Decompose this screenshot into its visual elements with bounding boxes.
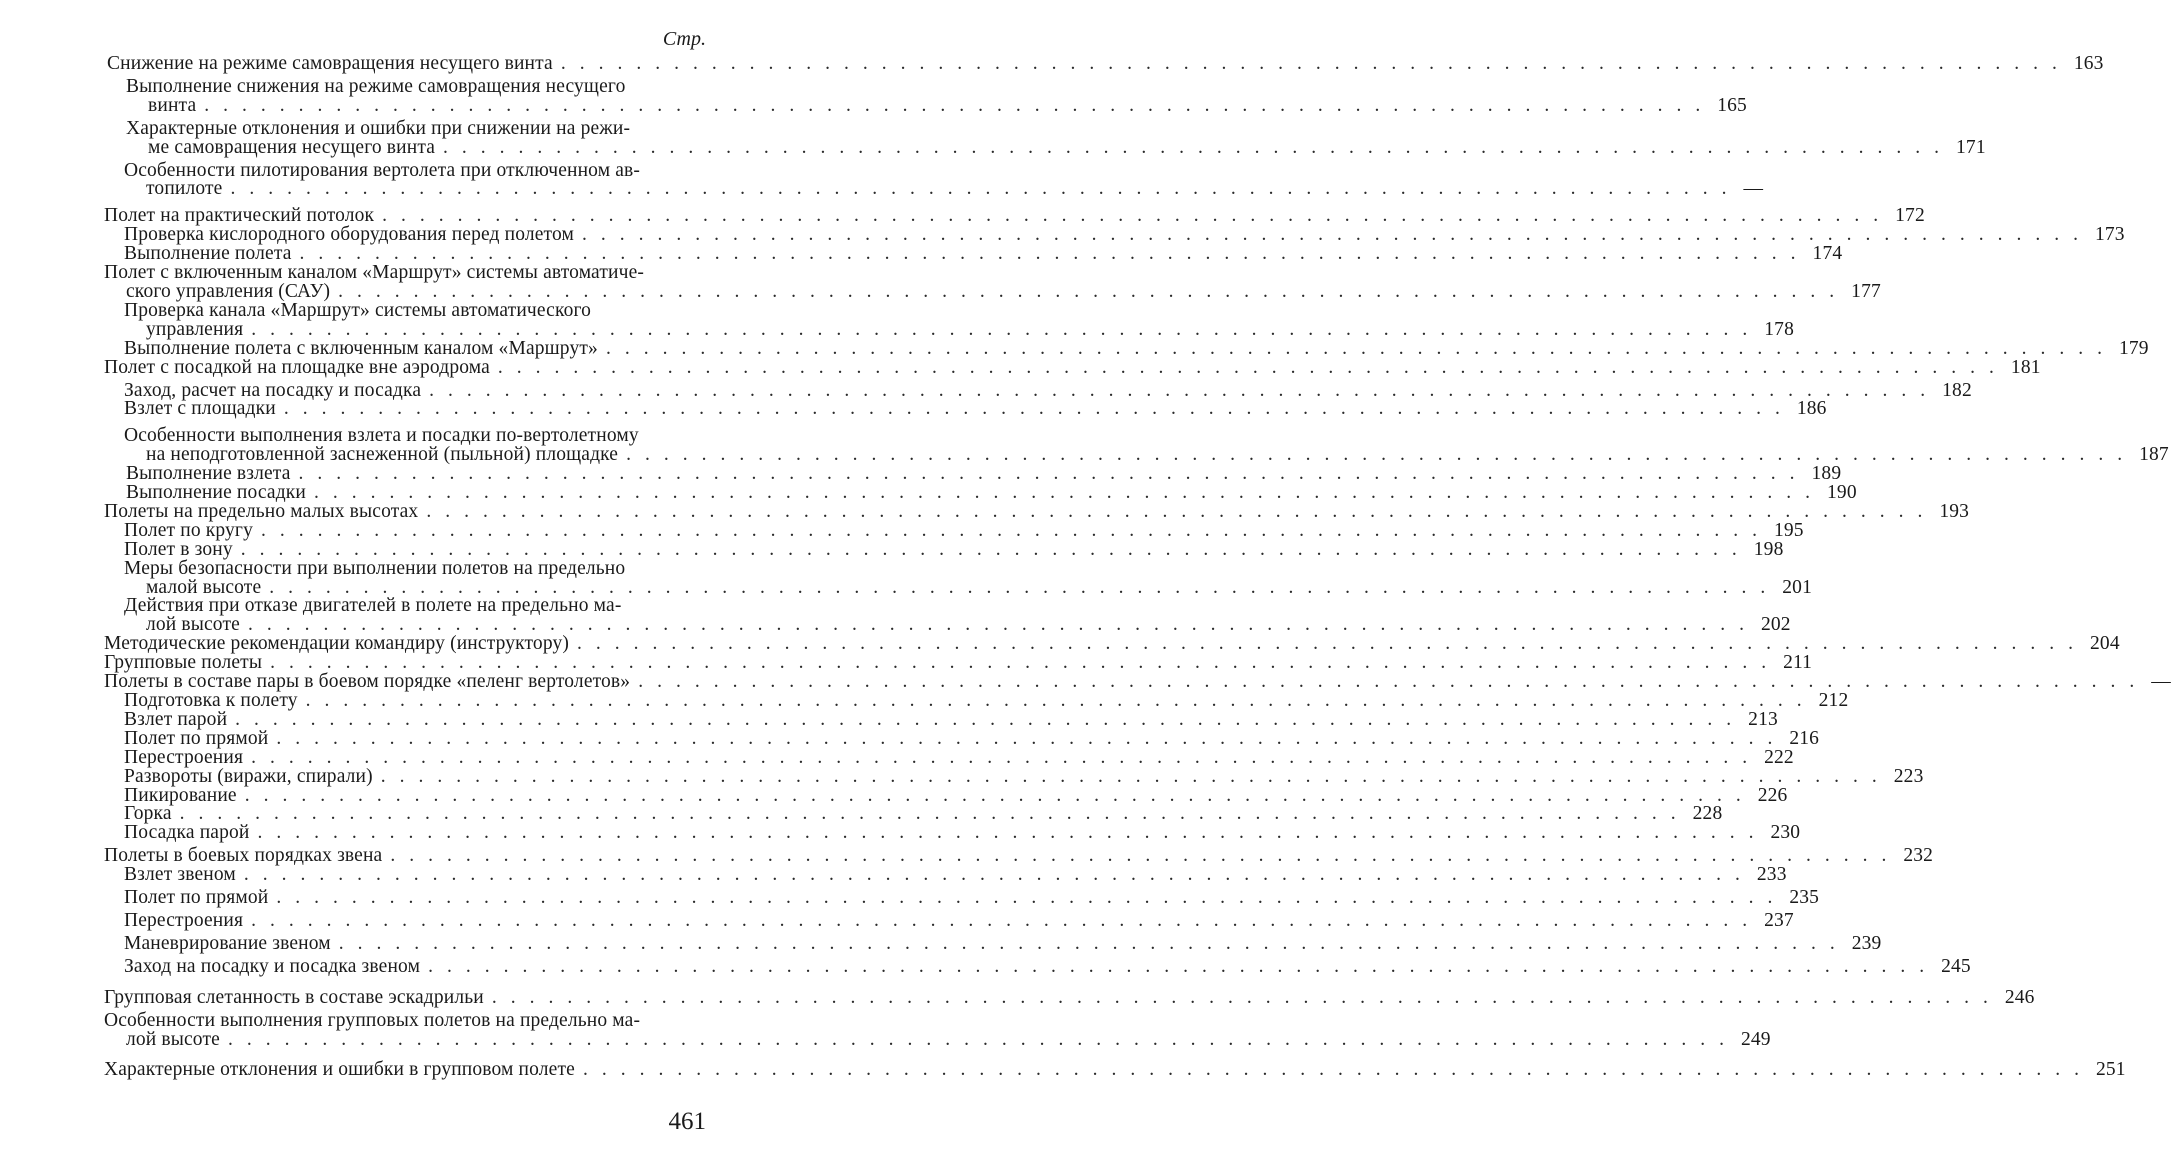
toc-page-ref: 212	[1818, 690, 1849, 711]
toc-entry[interactable]	[104, 500, 1970, 522]
toc-entry-line	[124, 318, 1794, 340]
dot-leader: ................................................................................	[247, 614, 1758, 636]
toc-page-ref: 181	[2010, 356, 2041, 378]
toc-page-ref: 187	[2139, 444, 2169, 466]
toc-entry-line	[124, 708, 1778, 730]
dot-leader: ................................................................................	[428, 955, 1939, 977]
toc-page-ref: 174	[1812, 243, 1843, 265]
page-number: 461	[668, 1108, 706, 1135]
toc-page-ref: 177	[1851, 280, 1881, 302]
toc-page-ref: 186	[1796, 398, 1827, 420]
toc-entry-line	[104, 356, 2041, 378]
toc-entry-line	[124, 746, 1794, 768]
toc-entry[interactable]	[124, 299, 1794, 340]
toc-entry-title-line: Выполнение полета с включенным каналом «Маршрут»	[124, 337, 598, 359]
toc-page-ref: 163	[2073, 53, 2104, 74]
toc-entry-line	[124, 398, 1827, 420]
toc-page-ref: 195	[1773, 519, 1804, 541]
toc-entry-title-line: Взлет с площадки	[124, 398, 276, 420]
dot-leader: ................................................................................	[244, 784, 1755, 806]
toc-entry-line	[107, 53, 2104, 74]
dot-leader: ................................................................................	[257, 822, 1768, 844]
toc-entry[interactable]	[104, 262, 1881, 302]
dot-leader: ................................................................................	[338, 932, 1849, 954]
toc-entry[interactable]	[126, 117, 1986, 158]
dot-leader: ................................................................................	[204, 94, 1715, 116]
toc-entry[interactable]	[124, 519, 1804, 541]
toc-entry-title-line: управления	[146, 318, 244, 340]
toc-entry[interactable]	[104, 1009, 1771, 1050]
toc-entry-title-line: Полет с включенным каналом «Маршрут» системы автоматиче-	[104, 262, 645, 284]
toc-entry[interactable]	[124, 746, 1794, 768]
toc-page-ref: 228	[1692, 803, 1723, 825]
dot-leader: ................................................................................	[276, 887, 1787, 909]
toc-entry-line	[124, 932, 1882, 954]
dot-leader: ................................................................................	[581, 224, 2092, 246]
toc-entry[interactable]	[107, 53, 2104, 74]
toc-entry-line	[104, 1028, 1771, 1050]
toc-entry-title-line: Проверка кислородного оборудования перед полетом	[124, 224, 574, 246]
dot-leader: ................................................................................	[338, 280, 1849, 302]
dot-leader: ................................................................................	[443, 136, 1954, 158]
toc-entry[interactable]	[104, 1059, 2126, 1081]
toc-entry[interactable]	[124, 159, 1764, 200]
toc-entry-title-line: Выполнение снижения на режиме самовращения несущего	[126, 75, 626, 97]
toc-page-ref: 173	[2094, 224, 2125, 246]
toc-entry-title-line: Групповая слетанность в составе эскадрильи	[104, 986, 484, 1008]
toc-entry-title-line: Полет в зону	[124, 538, 233, 560]
dot-leader: ................................................................................	[491, 986, 2002, 1008]
toc-entry[interactable]	[124, 398, 1827, 420]
toc-page-ref: 249	[1740, 1028, 1771, 1050]
toc-page-ref: 235	[1789, 887, 1820, 909]
toc-entry-line	[124, 955, 1971, 977]
toc-entry[interactable]	[124, 822, 1801, 844]
toc-entry-title-line: Особенности пилотирования вертолета при отключенном ав-	[124, 159, 641, 181]
dot-leader: ................................................................................	[240, 538, 1751, 560]
toc-entry-title-line: Методические рекомендации командиру (инструктору)	[104, 633, 570, 655]
toc-page-ref: 178	[1764, 318, 1794, 340]
toc-page-ref: 193	[1939, 500, 1970, 522]
dot-leader: ................................................................................	[179, 803, 1690, 825]
toc-entry-line	[124, 519, 1804, 541]
toc-entry-title-line: Полет по прямой	[124, 887, 269, 909]
toc-entry-line	[124, 909, 1794, 931]
toc-entry-title-line: Выполнение взлета	[126, 463, 291, 485]
toc-page-ref: 211	[1783, 652, 1813, 674]
dot-leader: ................................................................................	[314, 482, 1825, 504]
dot-leader: ................................................................................	[582, 1059, 2093, 1081]
toc-page-ref: 213	[1748, 708, 1778, 730]
toc-page-ref: 246	[2004, 986, 2035, 1008]
toc-page-ref: 232	[1903, 845, 1934, 867]
toc-entry-title-line: Выполнение посадки	[126, 482, 307, 504]
toc-page-ref: 226	[1757, 784, 1788, 806]
dot-leader: ................................................................................	[382, 205, 1893, 227]
toc-entry-title-line: Характерные отклонения и ошибки в групповом полете	[104, 1059, 575, 1081]
dot-leader: ................................................................................	[305, 690, 1816, 711]
dot-leader: ................................................................................	[577, 633, 2088, 655]
toc-entry-title-line: ского управления (САУ)	[126, 280, 331, 302]
toc-entry-title-line: Развороты (виражи, спирали)	[124, 765, 373, 787]
page-column-header: Стр.	[662, 28, 706, 50]
toc-page-ref: 172	[1895, 205, 1925, 227]
toc-entry-title-line: Групповые полеты	[104, 652, 263, 674]
toc-entry[interactable]	[124, 887, 1820, 909]
toc-entry[interactable]	[124, 538, 1784, 560]
dot-leader: ................................................................................	[497, 356, 2008, 378]
dot-leader: ................................................................................	[269, 576, 1780, 598]
dot-leader: ................................................................................	[426, 500, 1937, 522]
toc-entry-title-line: Полеты в составе пары в боевом порядке «пеленг вертолетов»	[104, 671, 631, 693]
toc-entry[interactable]	[124, 595, 1791, 636]
toc-entry-line	[124, 765, 1924, 787]
toc-entry-title-line: Подготовка к полету	[124, 690, 298, 711]
toc-entry-title-line: Полет по кругу	[124, 519, 253, 541]
dot-leader: ................................................................................	[270, 652, 1781, 674]
toc-entry-title-line: Выполнение полета	[124, 243, 292, 265]
toc-entry-title-line: Пикирование	[124, 784, 237, 806]
toc-entry-title-line: Проверка канала «Маршрут» системы автоматического	[124, 299, 592, 321]
toc-page-ref: 230	[1770, 822, 1801, 844]
dot-leader: ................................................................................	[251, 909, 1762, 931]
toc-entry-line	[124, 337, 2149, 359]
toc-page-ref: 237	[1764, 909, 1794, 931]
toc-page-ref: 223	[1893, 765, 1924, 787]
toc-entry-line	[124, 178, 1764, 200]
toc-entry-title-line: Горка	[124, 803, 172, 825]
dot-leader: ................................................................................	[276, 727, 1787, 749]
toc-entry[interactable]	[124, 727, 1820, 749]
toc-page-ref: 216	[1789, 727, 1820, 749]
dot-leader: ................................................................................	[560, 53, 2071, 74]
dot-leader: ................................................................................	[626, 444, 2137, 466]
toc-entry-line	[124, 727, 1820, 749]
toc-entry-title-line: Действия при отказе двигателей в полете на предельно ма-	[124, 595, 622, 617]
toc-page-ref: 239	[1851, 932, 1882, 954]
toc-entry-title-line: лой высоте	[126, 1028, 220, 1050]
dot-leader: ................................................................................	[251, 746, 1762, 768]
toc-page-ref: 189	[1811, 463, 1842, 485]
toc-entry-title-line: Взлет звеном	[124, 864, 236, 886]
toc-entry-title-line: лой высоте	[146, 614, 240, 636]
toc-page-ref: 201	[1782, 576, 1812, 598]
dot-leader: ................................................................................	[638, 671, 2149, 693]
toc-entry-title-line: Полеты на предельно малых высотах	[104, 500, 419, 522]
toc-entry-title-line: малой высоте	[146, 576, 262, 598]
toc-page-ref: 202	[1760, 614, 1791, 636]
toc-page-ref: 245	[1941, 955, 1971, 977]
table-of-contents	[104, 53, 2171, 1081]
toc-page-ref: 233	[1756, 864, 1787, 886]
toc-entry[interactable]	[126, 75, 1747, 116]
toc-entry-title-line: топилоте	[146, 178, 223, 200]
toc-page-ref: 251	[2095, 1059, 2126, 1081]
toc-page-ref: 198	[1753, 538, 1784, 560]
toc-entry-line	[104, 986, 2035, 1008]
toc-entry[interactable]	[104, 986, 2035, 1008]
toc-page-ref: 165	[1717, 94, 1747, 116]
toc-entry[interactable]	[124, 909, 1794, 931]
toc-page-ref: —	[1743, 178, 1764, 200]
toc-entry[interactable]	[124, 765, 1924, 787]
toc-entry-title-line: Полет по прямой	[124, 727, 269, 749]
toc-entry-line	[104, 500, 1970, 522]
dot-leader: ................................................................................	[380, 765, 1891, 787]
toc-entry-title-line: Полеты в боевых порядках звена	[104, 845, 383, 867]
toc-entry[interactable]	[124, 425, 2169, 466]
toc-entry[interactable]	[124, 932, 1882, 954]
dot-leader: ................................................................................	[243, 864, 1754, 886]
toc-page-ref: —	[2151, 671, 2171, 693]
dot-leader: ................................................................................	[251, 318, 1762, 340]
toc-entry-title-line: Полет с посадкой на площадке вне аэродрома	[104, 356, 490, 378]
toc-entry-line	[126, 136, 1986, 158]
dot-leader: ................................................................................	[230, 178, 1741, 200]
dot-leader: ................................................................................	[299, 243, 1810, 265]
toc-entry-line	[104, 1059, 2126, 1081]
dot-leader: ................................................................................	[235, 708, 1746, 730]
toc-entry-title-line: Посадка парой	[124, 822, 250, 844]
toc-page-ref: 204	[2090, 633, 2120, 655]
toc-entry-title-line: Маневрирование звеном	[124, 932, 331, 954]
toc-entry-line	[124, 887, 1820, 909]
toc-entry-title-line: Полет на практический потолок	[104, 205, 375, 227]
dot-leader: ................................................................................	[298, 463, 1809, 485]
toc-page-ref: 179	[2118, 337, 2149, 359]
toc-entry-line	[124, 864, 1787, 886]
dot-leader: ................................................................................	[227, 1028, 1738, 1050]
toc-entry[interactable]	[124, 337, 2149, 359]
toc-entry-title-line: Заход, расчет на посадку и посадка	[124, 379, 422, 401]
toc-entry[interactable]	[124, 864, 1787, 886]
toc-page-ref: 222	[1764, 746, 1794, 768]
dot-leader: ................................................................................	[390, 845, 1901, 867]
toc-entry-line	[124, 538, 1784, 560]
toc-page-ref: 171	[1956, 136, 1986, 158]
toc-entry-line	[126, 94, 1747, 116]
toc-page-ref: 190	[1827, 482, 1857, 504]
toc-page-ref: 182	[1942, 379, 1972, 401]
toc-entry-title-line: Перестроения	[124, 909, 244, 931]
toc-entry-title-line: Меры безопасности при выполнении полетов на предельно	[124, 557, 626, 579]
toc-entry-title-line: Заход на посадку и посадка звеном	[124, 955, 421, 977]
toc-entry-title-line: Особенности выполнения взлета и посадки по-вертолетному	[124, 425, 639, 447]
dot-leader: ................................................................................	[605, 337, 2116, 359]
toc-entry[interactable]	[104, 356, 2041, 378]
toc-entry[interactable]	[124, 955, 1971, 977]
toc-entry[interactable]	[124, 708, 1778, 730]
toc-entry-title-line: Особенности выполнения групповых полетов на предельно ма-	[104, 1009, 641, 1031]
toc-entry-title-line: на неподготовленной заснеженной (пыльной) площадке	[146, 444, 619, 466]
dot-leader: ................................................................................	[429, 379, 1940, 401]
toc-entry-title-line: Взлет парой	[124, 708, 228, 730]
toc-entry-line	[124, 822, 1801, 844]
toc-entry-title-line: Снижение на режиме самовращения несущего винта	[107, 53, 553, 74]
dot-leader: ................................................................................	[260, 519, 1771, 541]
dot-leader: ................................................................................	[283, 398, 1794, 420]
toc-entry[interactable]	[124, 557, 1812, 598]
toc-entry-title-line: Перестроения	[124, 746, 244, 768]
toc-entry-title-line: винта	[148, 94, 197, 116]
toc-entry-title-line: ме самовращения несущего винта	[148, 136, 436, 158]
toc-entry-title-line: Характерные отклонения и ошибки при снижении на режи-	[126, 117, 631, 139]
